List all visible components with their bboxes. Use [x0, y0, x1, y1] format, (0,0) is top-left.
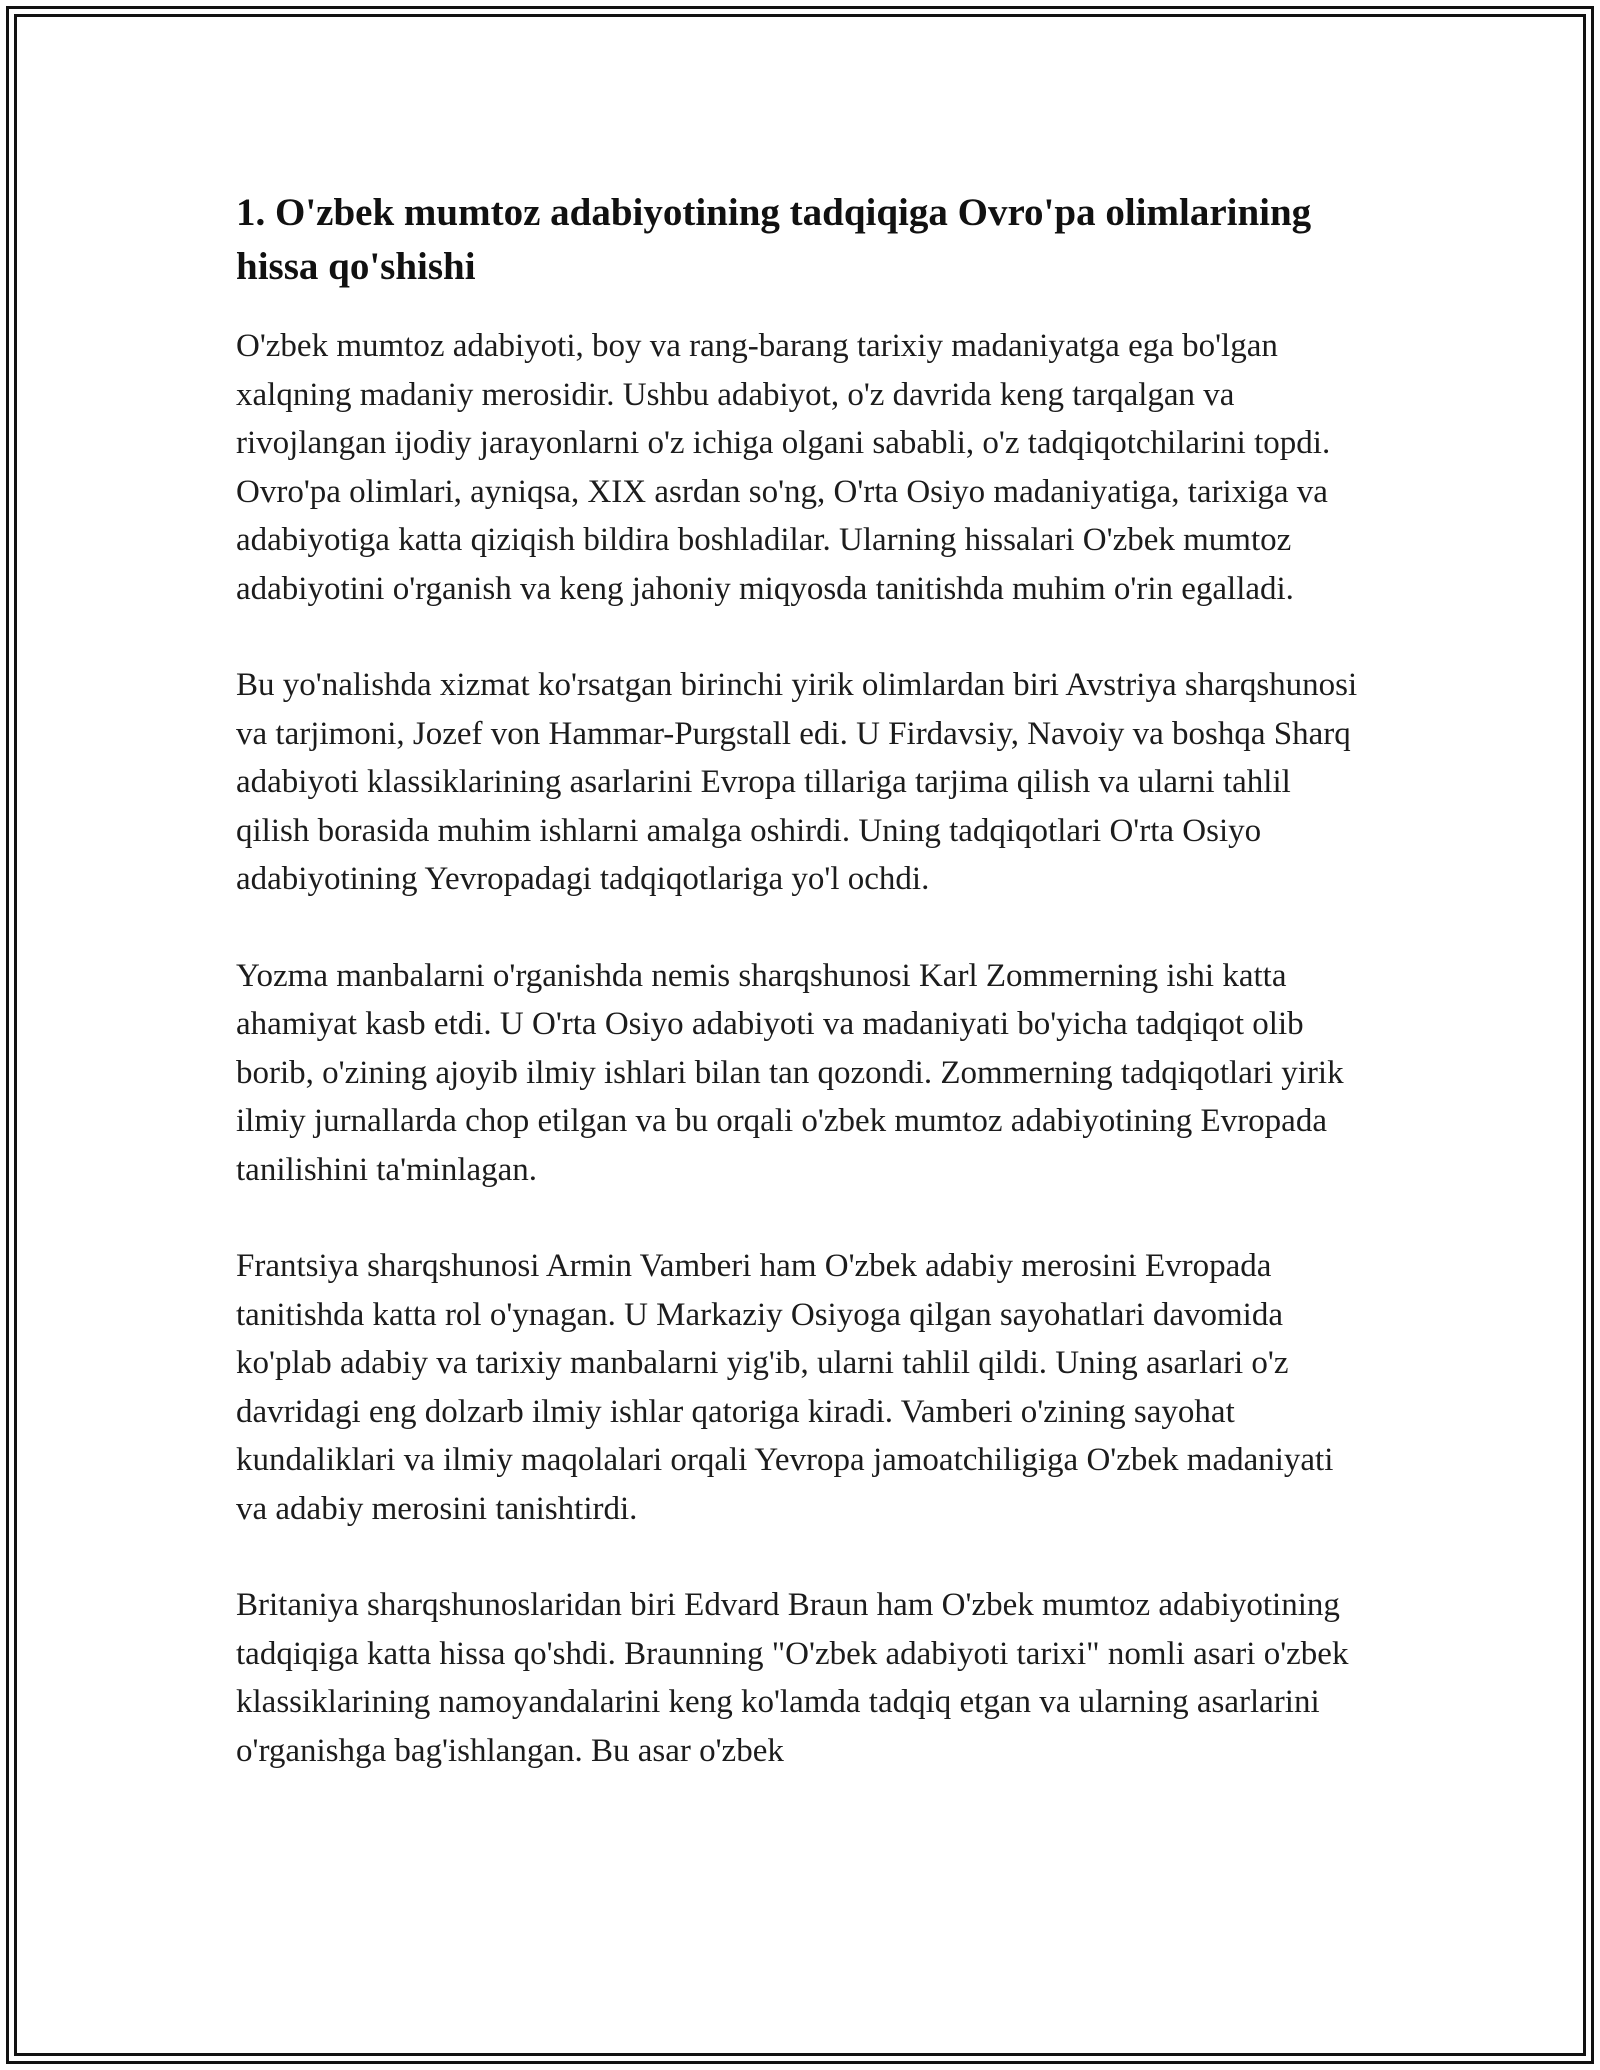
paragraph-braun: Britaniya sharqshunoslaridan biri Edvard Braun ham O'zbek mumtoz adabiyotining tadqiqiga katta hissa qo'shdi. Braunning "O'zbek adabiyoti tarixi" nomli asari o'zbek klassiklarining namoyandalarini keng ko'lamda tadqiq etgan va ularning asarlarini o'rganishga bag'ishlangan. Bu asar o'zbek: [236, 1587, 1349, 1769]
paragraph-zommer: Yozma manbalarni o'rganishda nemis sharqshunosi Karl Zommerning ishi katta ahamiyat kasb etdi. U O'rta Osiyo adabiyoti va madaniyati bo'yicha tadqiqot olib borib, o'zining ajoyib ilmiy ishlari bilan tan qozondi. Zommerning tadqiqotlari yirik ilmiy jurnallarda chop etilgan va bu orqali o'zbek mumtoz adabiyotining Evropada tanilishini ta'minlagan.: [236, 957, 1344, 1188]
paragraph-hammer-purgstall: Bu yo'nalishda xizmat ko'rsatgan birinchi yirik olimlardan biri Avstriya sharqshunosi va tarjimoni, Jozef von Hammar-Purgstall edi. U Firdavsiy, Navoiy va boshqa Sharq adabiyoti klassiklarining asarlarini Evropa tillariga tarjima qilish va ularni tahlil qilish borasida muhim ishlarni amalga oshirdi. Uning tadqiqotlari O'rta Osiyo adabiyotining Yevropadagi tadqiqotlariga yo'l ochdi.: [236, 667, 1358, 897]
paragraph-intro: O'zbek mumtoz adabiyoti, boy va rang-barang tarixiy madaniyatga ega bo'lgan xalqning madaniy merosidir. Ushbu adabiyot, o'z davrida keng tarqalgan va rivojlangan ijodiy jarayonlarni o'z ichiga olgani sababli, o'z tadqiqotchilarini topdi. Ovro'pa olimlari, ayniqsa, XIX asrdan so'ng, O'rta Osiyo madaniyatiga, tarixiga va adabiyotiga katta qiziqish bildira boshladilar. Ularning hissalari O'zbek mumtoz adabiyotini o'rganish va keng jahoniy miqyosda tanitishda muhim o'rin egalladi.: [236, 328, 1331, 607]
paragraph-vamberi: Frantsiya sharqshunosi Armin Vamberi ham O'zbek adabiy merosini Evropada tanitishda katta rol o'ynagan. U Markaziy Osiyoga qilgan sayohatlari davomida ko'plab adabiy va tarixiy manbalarni yig'ib, ularni tahlil qildi. Uning asarlari o'z davridagi eng dolzarb ilmiy ishlar qatoriga kiradi. Vamberi o'zining sayohat kundaliklari va ilmiy maqolalari orqali Yevropa jamoatchiligiga O'zbek madaniyati va adabiy merosini tanishtirdi.: [236, 1248, 1334, 1527]
document-body: [236, 186, 1366, 1823]
section-heading: 1. O'zbek mumtoz adabiyotining tadqiqiga Ovro'pa olimlarining hissa qo'shishi: [236, 191, 1312, 288]
